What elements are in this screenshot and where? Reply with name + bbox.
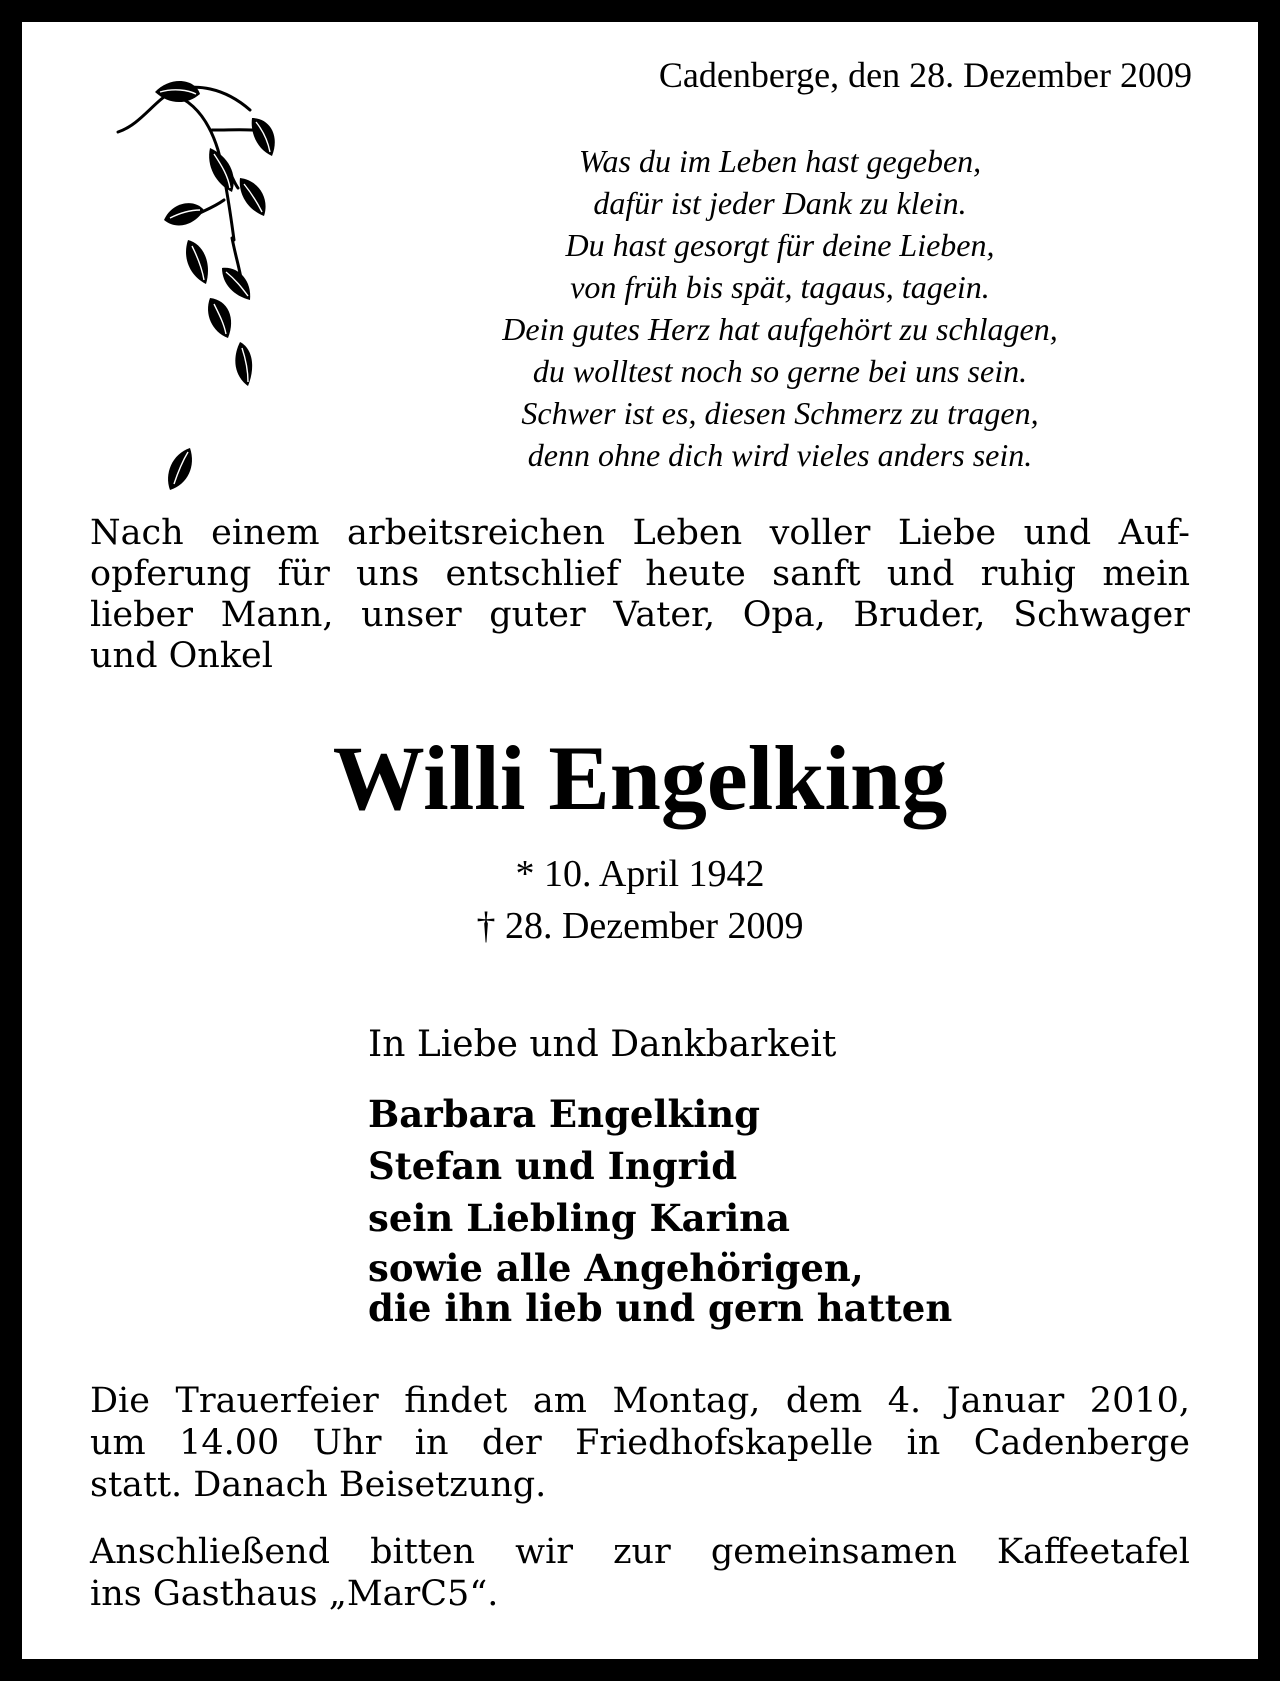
birth-date: * 10. April 1942 (515, 853, 765, 895)
intro-line: lieber Mann, unser guter Vater, Opa, Bruder, Schwager (90, 595, 1190, 635)
poem-line: du wolltest noch so gerne bei uns sein. (532, 353, 1028, 389)
poem-line: von früh bis spät, tagaus, tagein. (570, 269, 990, 305)
life-dates (0, 848, 1280, 952)
place-and-date: Cadenberge, den 28. Dezember 2009 (658, 55, 1192, 95)
mourners-lead: In Liebe und Dankbarkeit (368, 1024, 837, 1065)
reception-info (90, 1531, 1190, 1615)
mourner-closing-line: die ihn lieb und gern hatten (368, 1286, 953, 1330)
poem-line: Schwer ist es, diesen Schmerz zu tragen, (521, 395, 1039, 431)
poem-line: dafür ist jeder Dank zu klein. (593, 185, 967, 221)
funeral-line: um 14.00 Uhr in der Friedhofskapelle in Cadenberge (90, 1423, 1190, 1463)
funeral-line: Die Trauerfeier findet am Montag, dem 4. Januar 2010, (90, 1381, 1190, 1421)
funeral-info (90, 1380, 1190, 1506)
poem-line: Dein gutes Herz hat aufgehört zu schlagen, (502, 311, 1058, 347)
mourner-name: Stefan und Ingrid (368, 1144, 738, 1188)
mourner-names (368, 1088, 952, 1328)
intro-line: Nach einem arbeitsreichen Leben voller Liebe und Auf- (90, 513, 1190, 553)
mourner-closing-line: sowie alle Angehörigen, (368, 1246, 864, 1290)
poem-line: Du hast gesorgt für deine Lieben, (565, 227, 995, 263)
intro-line: und Onkel (90, 636, 273, 676)
memorial-poem (360, 140, 1200, 476)
mourner-name: Barbara Engelking (368, 1092, 760, 1136)
intro-line: opferung für uns entschlief heute sanft und ruhig mein (90, 554, 1190, 594)
deceased-name: Willi Engelking (332, 727, 948, 829)
funeral-line: statt. Danach Beisetzung. (90, 1465, 547, 1505)
reception-line: ins Gasthaus „MarC5“. (90, 1574, 499, 1614)
death-date: † 28. Dezember 2009 (476, 905, 804, 947)
intro-paragraph (90, 513, 1190, 677)
leaf-branch-icon (100, 70, 330, 500)
mourner-name: sein Liebling Karina (368, 1196, 791, 1240)
poem-line: Was du im Leben hast gegeben, (578, 143, 982, 179)
mourners-block (368, 1020, 952, 1328)
poem-line: denn ohne dich wird vieles anders sein. (527, 437, 1033, 473)
reception-line: Anschließend bitten wir zur gemeinsamen Kaffeetafel (90, 1532, 1190, 1572)
